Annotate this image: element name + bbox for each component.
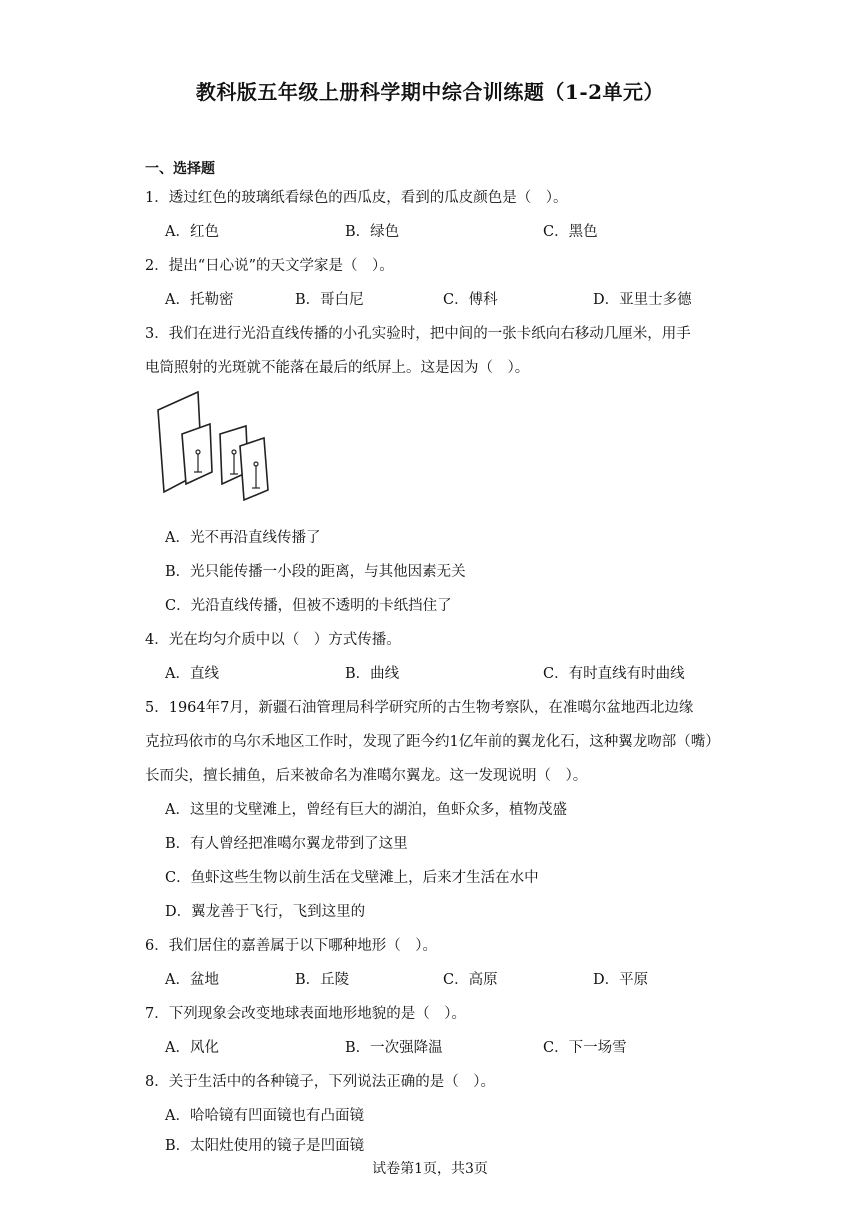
question-5-stem-line-2: 克拉玛依市的乌尔禾地区工作时，发现了距今约1亿年前的翼龙化石，这种翼龙吻部（嘴） [145,734,720,750]
question-1-stem: 1．透过红色的玻璃纸看绿色的西瓜皮，看到的瓜皮颜色是（ ）。 [145,190,568,206]
pinhole-experiment-figure [150,388,280,506]
question-8-stem: 8．关于生活中的各种镜子，下列说法正确的是（ ）。 [145,1074,495,1090]
question-7-option-c: C．下一场雪 [543,1040,627,1056]
question-5-option-c: C．鱼虾这些生物以前生活在戈壁滩上，后来才生活在水中 [165,870,539,886]
question-3-stem-line-1: 3．我们在进行光沿直线传播的小孔实验时，把中间的一张卡纸向右移动几厘米，用手 [145,326,691,342]
question-3-option-b: B．光只能传播一小段的距离，与其他因素无关 [165,564,466,580]
question-3-option-a: A．光不再沿直线传播了 [165,530,321,546]
question-2-option-b: B．哥白尼 [295,292,364,308]
question-7-option-a: A．风化 [165,1040,219,1056]
question-6-option-d: D．平原 [593,972,649,988]
question-4-stem: 4．光在均匀介质中以（ ）方式传播。 [145,632,401,648]
question-3-stem-line-2: 电筒照射的光斑就不能落在最后的纸屏上。这是因为（ ）。 [145,360,530,376]
page-footer: 试卷第1页，共3页 [372,1161,488,1177]
question-4-option-c: C．有时直线有时曲线 [543,666,685,682]
question-5-option-a: A．这里的戈壁滩上，曾经有巨大的湖泊，鱼虾众多，植物茂盛 [165,802,567,818]
question-7-option-b: B．一次强降温 [345,1040,443,1056]
question-2-option-a: A．托勒密 [165,292,234,308]
question-5-stem-line-3: 长而尖，擅长捕鱼，后来被命名为准噶尔翼龙。这一发现说明（ ）。 [145,768,588,784]
section-heading: 一、选择题 [145,161,215,177]
question-6-stem: 6．我们居住的嘉善属于以下哪种地形（ ）。 [145,938,437,954]
question-4-option-a: A．直线 [165,666,219,682]
question-5-option-d: D．翼龙善于飞行，飞到这里的 [165,904,366,920]
question-4-option-b: B．曲线 [345,666,400,682]
question-3-option-c: C．光沿直线传播，但被不透明的卡纸挡住了 [165,598,452,614]
question-1-option-c: C．黑色 [543,224,598,240]
question-7-stem: 7．下列现象会改变地球表面地形地貌的是（ ）。 [145,1006,466,1022]
question-8-option-b: B．太阳灶使用的镜子是凹面镜 [165,1138,365,1154]
question-2-option-c: C．傅科 [443,292,498,308]
question-8-option-a: A．哈哈镜有凹面镜也有凸面镜 [165,1108,364,1124]
question-1-option-a: A．红色 [165,224,219,240]
question-6-option-a: A．盆地 [165,972,219,988]
question-2-stem: 2．提出“日心说”的天文学家是（ ）。 [145,258,394,274]
question-6-option-b: B．丘陵 [295,972,350,988]
question-5-stem-line-1: 5．1964年7月，新疆石油管理局科学研究所的古生物考察队，在准噶尔盆地西北边缘 [145,700,694,716]
question-5-option-b: B．有人曾经把准噶尔翼龙带到了这里 [165,836,408,852]
page-title: 教科版五年级上册科学期中综合训练题（1-2单元） [195,80,665,104]
question-1-option-b: B．绿色 [345,224,400,240]
question-2-option-d: D．亚里士多德 [593,292,692,308]
question-6-option-c: C．高原 [443,972,498,988]
